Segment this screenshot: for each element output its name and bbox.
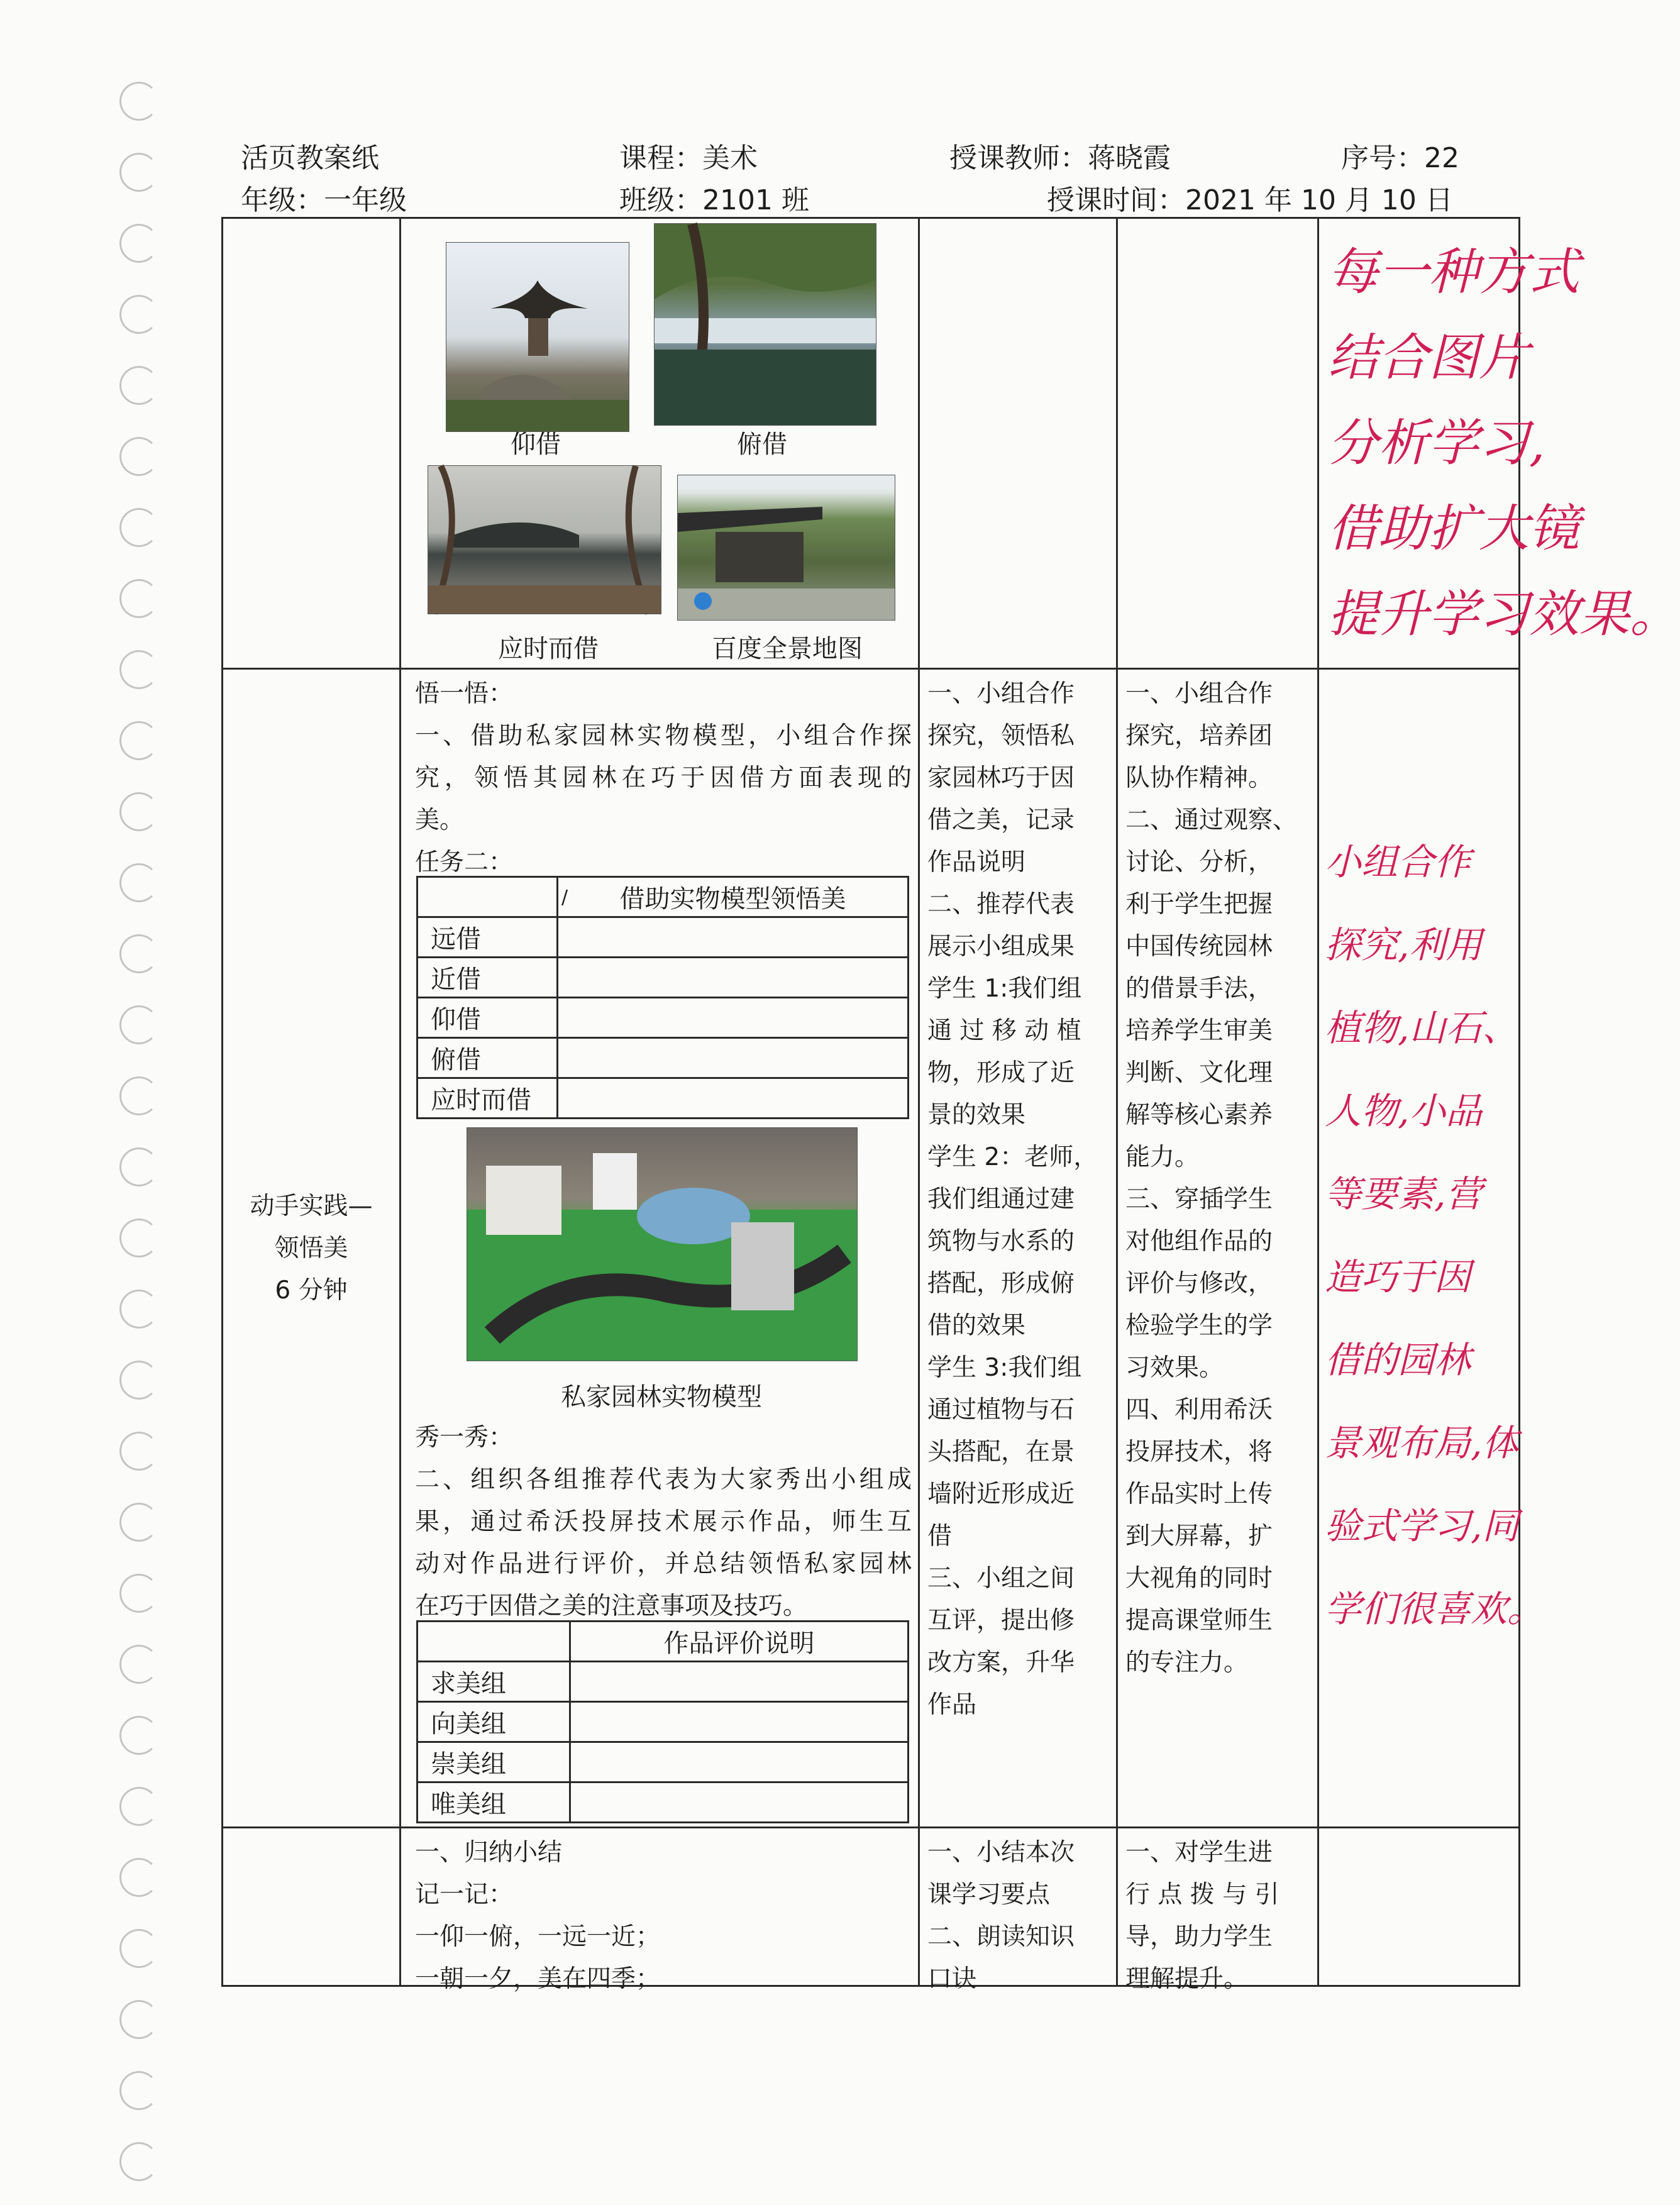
caption-downward: 俯借 xyxy=(737,430,787,459)
evaluation-header: 作品评价说明 xyxy=(570,1622,909,1662)
task2-header: 借助实物模型领悟美 xyxy=(558,877,909,917)
binder-holes xyxy=(119,82,170,2188)
summary-student-activity: 一、小结本次 课学习要点 二、朗读知识 口诀 xyxy=(927,1838,1075,1993)
student-activity: 一、小组合作 探究，领悟私 家园林巧于因 借之美，记录 作品说明 二、推荐代表 展示小组成果 学生 1:我们组 通 过 移 动 植 物，形成了近 景的效果 学生 2：老师， 我们组通过建 筑物与水系的 搭配，形成俯 借的效果 学生 3:我们组 通过植物与石 头搭配，在景 墙附近形成近 借 三、小组之间 互评，提出修 改方案，升华 作品 xyxy=(927,680,1098,1719)
table-row: 仰借 xyxy=(417,998,909,1038)
photo-downward-borrow xyxy=(654,223,876,426)
handwritten-comment-2: 小组合作 探究,利用 植物,山石、 人物,小品 等要素,营 造巧于因 借的园林 景观布局,体 验式学习,同 学们很喜欢。 xyxy=(1325,841,1544,1630)
table-row: 俯借 xyxy=(417,1038,909,1078)
table-row: 向美组 xyxy=(417,1702,909,1742)
lesson-plan-table xyxy=(221,217,1680,1993)
content-intro: 悟一悟： 一、借助私家园林实物模型，小组合作探 究，领悟其园林在巧于因借方面表现的 美。 任务二： xyxy=(415,680,912,876)
class-label: 班级：2101 班 xyxy=(619,184,809,216)
content-show: 秀一秀： 二、组织各组推荐代表为大家秀出小组成 果，通过希沃投屏技术展示作品，师生互 动对作品进行评价，并总结领悟私家园林 在巧于因借之美的注意事项及技巧。 xyxy=(415,1423,912,1620)
lesson-time: 授课时间：2021 年 10 月 10 日 xyxy=(1047,184,1453,216)
table-row: 唯美组 xyxy=(417,1782,909,1823)
task2-table: / 借助实物模型领悟美 远借 近借 仰借 俯借 应时而借 xyxy=(416,876,909,1119)
grade-label: 年级：一年级 xyxy=(241,184,407,216)
table-row: 应时而借 xyxy=(417,1078,909,1119)
table-row: 崇美组 xyxy=(417,1742,909,1782)
evaluation-table xyxy=(416,1620,909,1823)
photo-upward-borrow xyxy=(446,242,629,432)
handwritten-comment-1: 每一种方式 结合图片 分析学习, 借助扩大镜 提升学习效果。 xyxy=(1328,243,1680,643)
photo-seasonal-borrow xyxy=(428,465,661,614)
teacher-label: 授课教师：蒋晓霞 xyxy=(949,142,1171,174)
caption-upward: 仰借 xyxy=(511,430,561,459)
serial-number: 序号：22 xyxy=(1341,142,1459,174)
table-row: 近借 xyxy=(417,958,909,998)
table-row: 远借 xyxy=(417,917,909,958)
design-intent: 一、小组合作 探究，培养团 队协作精神。 二、通过观察、 讨论、分析， 利于学生把握 中国传统园林 的借景手法， 培养学生审美 判断、文化理 解等核心素养 能力。 三、穿插学生 对他组作品的 评价与修改， 检验学生的学 习效果。 四、利用希沃 投屏技术，将 作品实时上传 到大屏幕，扩 大视角的同时 提高课堂师生 的专注力。 xyxy=(1125,680,1298,1677)
caption-garden-model: 私家园林实物模型 xyxy=(561,1383,762,1412)
caption-seasonal: 应时而借 xyxy=(498,634,599,663)
course-label: 课程：美术 xyxy=(619,142,758,174)
stage-label: 动手实践— 领悟美 6 分钟 xyxy=(250,1192,373,1305)
form-name: 活页教案纸 xyxy=(241,142,379,174)
summary-content: 一、归纳小结 记一记： 一仰一俯，一远一近； 一朝一夕，美在四季； xyxy=(415,1838,661,1993)
table-row: 求美组 xyxy=(417,1662,909,1702)
photo-baidu-panorama xyxy=(677,475,895,621)
photo-garden-model xyxy=(467,1127,858,1361)
summary-design-intent: 一、对学生进 行 点 拨 与 引 导，助力学生 理解提升。 xyxy=(1125,1838,1279,1993)
caption-panorama: 百度全景地图 xyxy=(712,634,863,663)
